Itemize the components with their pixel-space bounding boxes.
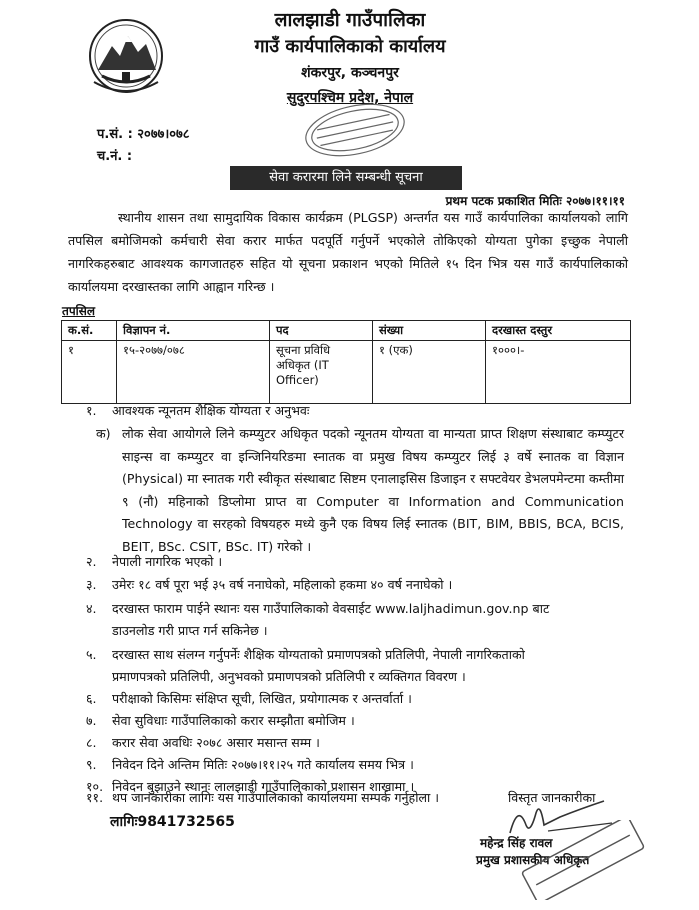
list-item: १०. निवेदन बुझाउने स्थानः लालझाडी गाउँपालिकाको प्रशासन शाखामा । bbox=[86, 779, 415, 794]
header-ad-number: विज्ञापन नं. bbox=[117, 321, 270, 341]
publish-date: प्रथम पटक प्रकाशित मितिः २०७७।११।११ bbox=[445, 194, 625, 208]
nepal-emblem bbox=[88, 16, 164, 96]
office-province: सुदुरपश्चिम प्रदेश, नेपाल bbox=[286, 90, 414, 106]
table-header-row bbox=[62, 321, 631, 341]
cell-serial: १ bbox=[62, 341, 117, 404]
header-fee: दरखास्त दस्तुर bbox=[486, 321, 631, 341]
list-item: ५. दरखास्त साथ संलग्न गर्नुपर्नेः शैक्षिक योग्यताको प्रमाणपत्रको प्रतिलिपी, नेपाली नागरिकताको bbox=[86, 647, 525, 662]
official-stamp bbox=[300, 100, 410, 160]
table-title: तपसिल bbox=[62, 304, 96, 318]
list-item: डाउनलोड गरी प्राप्त गर्न सकिनेछ । bbox=[112, 623, 268, 638]
list-item: २. नेपाली नागरिक भएको । bbox=[86, 554, 223, 569]
intro-paragraph bbox=[68, 206, 628, 298]
list-item: ८. करार सेवा अवधिः २०७८ असार मसान्त सम्म । bbox=[86, 735, 320, 750]
office-name: गाउँ कार्यपालिकाको कार्यालय bbox=[254, 36, 446, 57]
item-number: १. bbox=[86, 403, 97, 418]
contact-phone: लागिः9841732565 bbox=[110, 814, 235, 830]
list-item: ९. निवेदन दिने अन्तिम मितिः २०७७।११।२५ गते कार्यालय समय भित्र । bbox=[86, 757, 414, 772]
sub-item-text: लोक सेवा आयोगले लिने कम्प्युटर अधिकृत पदको न्यूनतम योग्यता वा मान्यता प्राप्त शिक्षण संस्थाबाट कम्प्युटर साइन्स वा कम्प्युटर वा इन्जिनियरिङमा स्नातक वा प्रमुख विषय कम्प्युटर लिई ३ वर्षे स्नातक वा विज्ञान (Physical) मा स्नातक गरी स्वीकृत संस्थाबाट सिष्टम एनालाइसिस डिजाइन र सफ्टवेयर डेभलपमेन्टमा कम्तीमा ९ (नौ) महिनाको डिप्लोमा प्राप्त वा Computer वा Information and Communication Technology वा सरहको विषयहरु मध्ये कुनै एक विषय लिई स्नातक (BIT, BIM, BBIS, BCA, BCIS, BEIT, BSc. CSIT, BSc. IT) गरेको । bbox=[122, 426, 625, 554]
cell-ad-number: १५-२०७७/०७८ bbox=[117, 341, 270, 404]
dispatch-number: च.नं. : bbox=[97, 149, 133, 164]
signatory-name: महेन्द्र सिंह रावल bbox=[480, 836, 553, 850]
municipality-name: लालझाडी गाउँपालिका bbox=[274, 9, 426, 31]
header-serial: क.सं. bbox=[62, 321, 117, 341]
cell-count: १ (एक) bbox=[373, 341, 486, 404]
header-count: संख्या bbox=[373, 321, 486, 341]
reference-number: प.सं. : २०७७।०७८ bbox=[97, 127, 190, 142]
list-item: ७. सेवा सुविधाः गाउँपालिकाको करार सम्झौता बमोजिम । bbox=[86, 713, 355, 728]
list-item: ३. उमेरः १८ वर्ष पूरा भई ३५ वर्ष ननाघेको, महिलाको हकमा ४० वर्ष ननाघेको । bbox=[86, 577, 453, 592]
cell-fee: १०००।- bbox=[486, 341, 631, 404]
sub-item-label: क) bbox=[96, 426, 111, 441]
list-item: प्रमाणपत्रको प्रतिलिपी, अनुभवको प्रमाणपत्रको प्रतिलिपी र व्यक्तिगत विवरण । bbox=[112, 669, 466, 684]
notice-title-banner: सेवा करारमा लिने सम्बन्धी सूचना bbox=[230, 166, 462, 190]
office-address: शंकरपुर, कञ्चनपुर bbox=[301, 65, 399, 81]
list-item bbox=[86, 402, 309, 419]
signatory-stamp bbox=[508, 820, 658, 900]
intro-text: स्थानीय शासन तथा सामुदायिक विकास कार्यक्रम (PLGSP) अन्तर्गत यस गाउँ कार्यपालिका कार्यालयको लागि तपसिल बमोजिमको कर्मचारी सेवा करार मार्फत पदपूर्ति गर्नुपर्ने भएकोले तोकिएको योग्यता पुगेका इच्छुक नेपाली नागरिकहरुबाट आवश्यक कागजातहरु सहित यो सूचना प्रकाशन भएको मितिले १५ दिन भित्र यस गाउँ कार्यपालिकाको कार्यालयमा दरखास्तका लागि आह्वान गरिन्छ । bbox=[68, 210, 628, 294]
list-item: ११. थप जानकारीका लागिः यस गाउँपालिकाको कार्यालयमा सम्पर्क गर्नुहोला । bbox=[86, 790, 440, 805]
item-text: आवश्यक न्यूनतम शैक्षिक योग्यता र अनुभवः bbox=[112, 403, 310, 418]
list-item: ४. दरखास्त फाराम पाईने स्थानः यस गाउँपालिकाको वेवसाईट www.laljhadimun.gov.np बाट bbox=[86, 601, 550, 616]
contact-tail: विस्तृत जानकारीका bbox=[508, 790, 596, 805]
sub-item-qualification bbox=[96, 423, 624, 558]
signatory-title: प्रमुख प्रशासकीय अधिकृत bbox=[476, 853, 590, 867]
cell-position: सूचना प्रविधि अधिकृत (IT Officer) bbox=[270, 341, 373, 404]
header-position: पद bbox=[270, 321, 373, 341]
vacancy-table bbox=[61, 320, 631, 404]
list-item: ६. परीक्षाको किसिमः संक्षिप्त सूची, लिखित, प्रयोगात्मक र अन्तर्वार्ता । bbox=[86, 691, 412, 706]
table-row bbox=[62, 341, 631, 404]
